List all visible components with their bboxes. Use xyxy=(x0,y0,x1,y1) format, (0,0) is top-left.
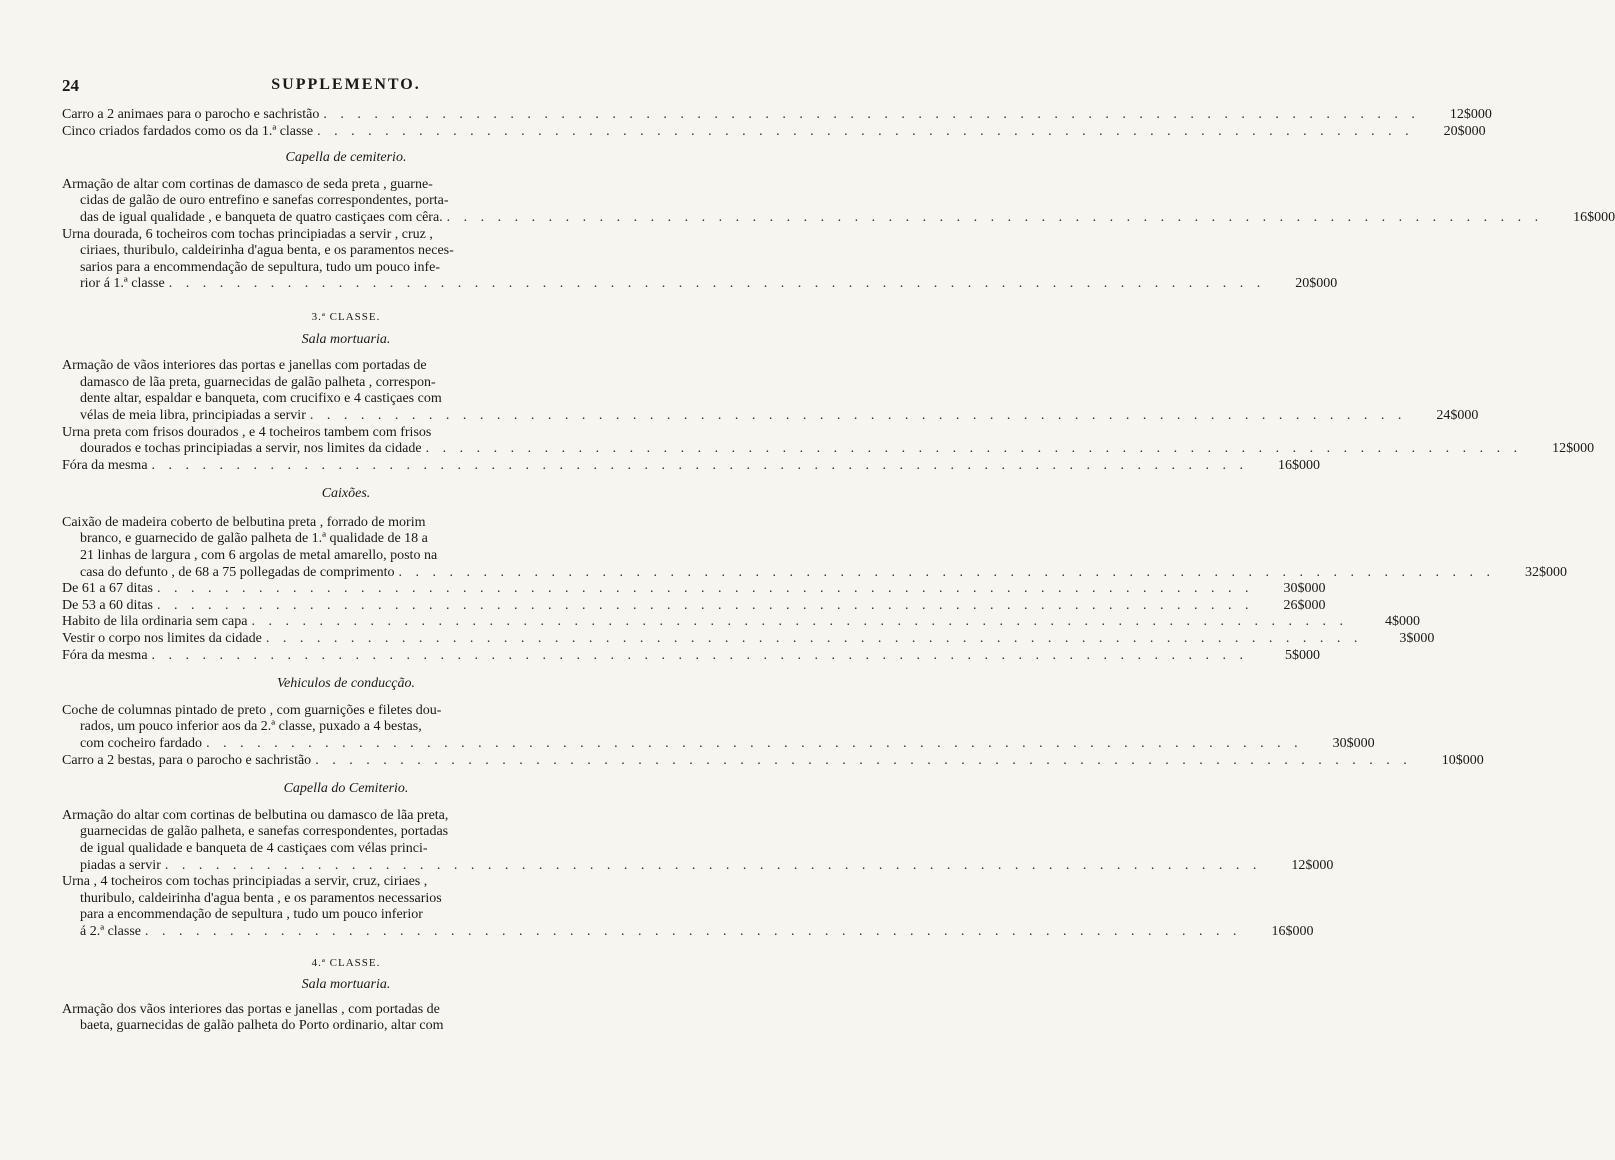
leader-dots xyxy=(169,276,1266,293)
list-item: Fóra da mesma . . . 5$000 xyxy=(62,648,630,665)
leader-dots xyxy=(157,598,1254,615)
section-heading: Sala mortuaria. xyxy=(301,977,391,993)
leader-dots xyxy=(206,736,1303,753)
list-item: Armação de vãos interiores das portas e janellas com portadas de damasco de lãa preta, guarnecidas de galão palheta , correspon- dente altar, espaldar e banqueta, com crucifixo e 4 castiçaes com vélas de meia libra, principiadas a servir . . . 24$000 xyxy=(62,358,630,424)
leader-dots xyxy=(426,441,1523,458)
leader-dots xyxy=(145,924,1242,941)
list-item: Urna , 4 tocheiros com tochas principiadas a servir, cruz, ciriaes , thuribulo, caldeirinha d'agua benta , e os paramentos necessarios para a encommendação de sepultura , tudo um pouco inferior á 2.ª classe . . . 16$000 xyxy=(62,874,630,940)
leader-dots xyxy=(399,565,1496,582)
leader-dots xyxy=(152,458,1249,475)
page-number: 24 xyxy=(62,76,79,95)
section-heading: Capella de cemiterio. xyxy=(285,150,407,166)
list-item: Armação dos vãos interiores das portas e janellas , com portadas de baeta, guarnecidas de galão palheta do Porto ordinario, altar com xyxy=(62,1001,444,1034)
amount: 16$000 xyxy=(1278,457,1321,473)
amount: 30$000 xyxy=(1283,581,1326,597)
list-item: Urna dourada, 6 tocheiros com tochas principiadas a servir , cruz , ciriaes, thuribulo, caldeirinha d'agua benta, e os paramentos neces- sarios para a encommendação de sepultura, tudo um pouco infe- rior á 1.ª classe . . . 20$000 xyxy=(62,227,630,293)
leader-dots xyxy=(157,581,1254,598)
amount: 12$000 xyxy=(1552,441,1595,457)
amount: 20$000 xyxy=(1295,276,1338,292)
list-item: Armação de altar com cortinas de damasco de seda preta , guarne- cidas de galão de ouro entrefino e sanefas correspondentes, porta- das de igual qualidade , e banqueta de quatro castiçaes com cêra. . . . 16$000 xyxy=(62,177,630,227)
list-item: De 61 a 67 ditas . . . 30$000 xyxy=(62,581,630,598)
class-heading: 3.ª CLASSE. xyxy=(311,310,381,323)
page-header xyxy=(62,76,630,98)
list-item: Habito de lila ordinaria sem capa . . . 4$000 xyxy=(62,614,630,631)
section-heading: Vehiculos de conducção. xyxy=(276,676,415,692)
page-title: SUPPLEMENTO. xyxy=(271,76,421,93)
leader-dots xyxy=(152,648,1249,665)
section-heading: Caixões. xyxy=(321,486,371,502)
list-item: Fóra da mesma . . . 16$000 xyxy=(62,458,630,475)
leader-dots xyxy=(251,614,1348,631)
amount: 12$000 xyxy=(1291,857,1334,873)
list-item: Cinco criados fardados como os da 1.ª classe . . . 20$000 xyxy=(62,124,630,141)
section-heading: Capella do Cemiterio. xyxy=(283,781,409,797)
price-list xyxy=(62,107,1615,1035)
leader-dots xyxy=(165,858,1262,875)
list-item: De 53 a 60 ditas . . . 26$000 xyxy=(62,598,630,615)
list-item: Urna preta com frisos dourados , e 4 tocheiros tambem com frisos dourados e tochas principiadas a servir, nos limites da cidade . . . 12$000 xyxy=(62,425,630,458)
amount: 4$000 xyxy=(1384,614,1420,630)
leader-dots xyxy=(323,107,1420,124)
amount: 30$000 xyxy=(1332,736,1375,751)
list-item: Coche de columnas pintado de preto , com guarnições e filetes dou- rados, um pouco inferior aos da 2.ª classe, puxado a 4 bestas, com cocheiro fardado . . . 30$000 xyxy=(62,703,630,753)
amount: 20$000 xyxy=(1443,123,1486,139)
amount: 5$000 xyxy=(1285,647,1321,663)
amount: 16$000 xyxy=(1573,209,1615,225)
list-item: Carro a 2 animaes para o parocho e sachristão . . . 12$000 xyxy=(62,107,630,124)
leader-dots xyxy=(315,753,1412,770)
leader-dots xyxy=(310,408,1407,425)
list-item: Armação do altar com cortinas de belbutina ou damasco de lãa preta, guarnecidas de galão palheta, e sanefas correspondentes, portadas de igual qualidade e banqueta de 4 castiçaes com vélas princi- piadas a servir . . . 12$000 xyxy=(62,808,630,874)
list-item: Vestir o corpo nos limites da cidade . . . 3$000 xyxy=(62,631,630,648)
amount: 26$000 xyxy=(1283,597,1326,613)
class-heading: 4.ª CLASSE. xyxy=(311,956,381,969)
amount: 24$000 xyxy=(1436,407,1479,423)
leader-dots xyxy=(317,124,1414,141)
leader-dots xyxy=(447,210,1544,227)
list-item: Caixão de madeira coberto de belbutina preta , forrado de morim branco, e guarnecido de galão palheta de 1.ª qualidade de 18 a 21 linhas de largura , com 6 argolas de metal amarello, posto na casa do defunto , de 68 a 75 pollegadas de comprimento . . . 32$000 xyxy=(62,515,630,581)
amount: 10$000 xyxy=(1441,752,1484,768)
amount: 12$000 xyxy=(1449,107,1492,122)
section-heading: Sala mortuaria. xyxy=(301,331,391,347)
amount: 3$000 xyxy=(1399,631,1435,647)
amount: 32$000 xyxy=(1525,564,1568,580)
list-item: Carro a 2 bestas, para o parocho e sachristão . . . 10$000 xyxy=(62,753,630,770)
leader-dots xyxy=(266,631,1363,648)
amount: 16$000 xyxy=(1271,923,1314,939)
